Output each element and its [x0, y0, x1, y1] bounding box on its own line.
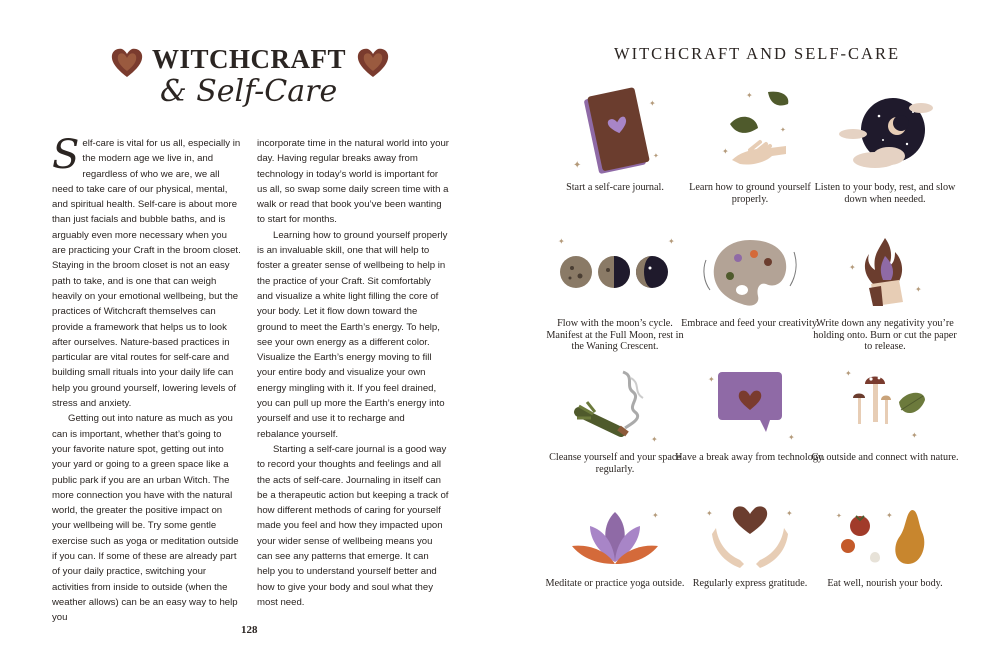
title-line1: WITCHCRAFT: [152, 44, 347, 74]
text-column-2: [257, 136, 449, 610]
mushrooms-icon: [835, 362, 935, 448]
list-item: [675, 230, 825, 330]
svg-text:✦: ✦: [915, 285, 922, 294]
paragraph: Starting a self-care journal is a good way to record your thoughts and feelings and all the acts of self-care. Journaling in itself can be a therapeutic action but keeping a track of how different methods of caring for yourself made you feel and how they impacted upon your wider sense of wellbeing means you can see any patterns that emerge. It can help you to understand yourself better and how to give your body and soul what they most need.: [257, 443, 449, 608]
svg-text:✦: ✦: [706, 509, 713, 518]
svg-text:✦: ✦: [558, 237, 565, 246]
heart-message-icon: [700, 362, 800, 448]
paint-palette-icon: [700, 230, 800, 314]
heart-icon: [110, 46, 144, 80]
caption: Start a self-care journal.: [566, 182, 664, 193]
svg-text:✦: ✦: [652, 511, 659, 520]
caption: Flow with the moon’s cycle. Manifest at the Full Moon, rest in the Waning Crescent.: [546, 318, 684, 352]
caption: Have a break away from technology.: [675, 452, 825, 463]
moon-phases-icon: [550, 230, 680, 314]
caption: Embrace and feed your creativity.: [681, 318, 819, 329]
list-item: [810, 500, 960, 590]
svg-text:✦: ✦: [780, 126, 786, 134]
paragraph: incorporate time in the natural world into your day. Having regular breaks away from technology in today’s world is important for us all, so swap some daily screen time with a walk or read that book you’ve been wanting to start for months.: [257, 138, 449, 226]
svg-text:✦: ✦: [788, 433, 795, 442]
svg-text:✦: ✦: [836, 512, 842, 520]
svg-text:✦: ✦: [649, 99, 656, 108]
caption: Go outside and connect with nature.: [811, 452, 959, 463]
svg-text:✦: ✦: [722, 147, 729, 156]
paragraph: Learning how to ground yourself properly is an invaluable skill, one that will help to foster a greater sense of wellbeing to help in the practice of your Craft. Sit comfortably and visualize a white light filling the core of your body. Let it flow down toward the ground to meet the Earth’s energy. To help, see your own energy as a different color. Visualize the Earth’s energy moving to fill your entire body and visualize your own energy mingling with it. If you feel drained, you can pull up more the Earth’s energy into yourself and use it to recharge and rebalance yourself.: [257, 229, 448, 440]
heart-icon: [356, 46, 390, 80]
svg-text:✦: ✦: [651, 435, 658, 444]
journal-icon: [565, 82, 665, 182]
night-sky-icon: [835, 82, 935, 182]
vegetables-icon: [830, 500, 940, 574]
list-item: [675, 362, 825, 464]
smudge-stick-icon: [565, 362, 665, 448]
list-item: [540, 362, 690, 475]
list-item: [675, 494, 825, 590]
right-page: [500, 0, 1000, 656]
svg-text:✦: ✦: [911, 431, 918, 440]
list-item: [810, 362, 960, 464]
grounding-hand-icon: [700, 82, 800, 182]
caption: Learn how to ground yourself properly.: [689, 182, 811, 205]
svg-text:✦: ✦: [786, 509, 793, 518]
list-item: [540, 500, 690, 590]
gratitude-hands-icon: [700, 494, 800, 574]
title-line2: & Self-Care: [160, 74, 338, 109]
drop-cap: S: [52, 132, 80, 178]
list-item: [540, 230, 690, 353]
svg-text:✦: ✦: [886, 511, 893, 520]
svg-text:✦: ✦: [573, 160, 582, 171]
caption: Cleanse yourself and your space regularly.: [549, 452, 681, 475]
svg-text:✦: ✦: [845, 369, 852, 378]
list-item: [540, 82, 690, 194]
svg-text:✦: ✦: [668, 237, 675, 246]
page-number: 128: [241, 624, 258, 636]
text-column-1: [52, 132, 242, 626]
caption: Eat well, nourish your body.: [827, 578, 943, 589]
list-item: [810, 230, 960, 353]
svg-text:✦: ✦: [708, 375, 715, 384]
list-item: [810, 82, 960, 205]
caption: Write down any negativity you’re holding onto. Burn or cut the paper to release.: [813, 318, 957, 352]
section-title: WITCHCRAFT AND SELF-CARE: [614, 44, 901, 63]
svg-text:✦: ✦: [849, 263, 856, 272]
list-item: [675, 82, 825, 205]
paragraph: Getting out into nature as much as you can is important, whether that’s going to your favorite nature spot, getting out into your yard or going to a green space like a public park if you are an urban Witch. The more connection you have with the natural world, the greater the positive impact on your wellbeing will be. Try some gentle exercise such as yoga or meditation outside if you can. If some of these are already part of your daily practice, switching your activities from inside to outside (when the weather allows) can be an easy way to help you: [52, 413, 239, 624]
svg-text:✦: ✦: [746, 91, 753, 100]
lotus-icon: [560, 500, 670, 574]
paragraph: Self-care is vital for us all, especially in the modern age we live in, and regardless of who we are, we all need to take care of our physical, mental, and spiritual health. Self-care is about more than just facials and bubble baths, and is arguably even more necessary when you are practicing your Craft in the broom closet. Staying in the broom closet is not an easy path to take, and is one that can weigh heavily on your emotional wellbeing, but the practices of Witchcraft themselves can provide a framework that helps us to look after ourselves. Nature-based practices in particular are vital routes for self-care and building small rituals into your daily life can help you ground yourself, lowering levels of stress and anxiety.: [52, 132, 241, 410]
caption: Regularly express gratitude.: [692, 578, 808, 589]
page-title: [100, 40, 400, 120]
burning-paper-icon: [835, 230, 935, 314]
svg-text:✦: ✦: [653, 152, 659, 160]
caption: Meditate or practice yoga outside.: [545, 578, 685, 589]
caption: Listen to your body, rest, and slow down when needed.: [814, 182, 956, 205]
